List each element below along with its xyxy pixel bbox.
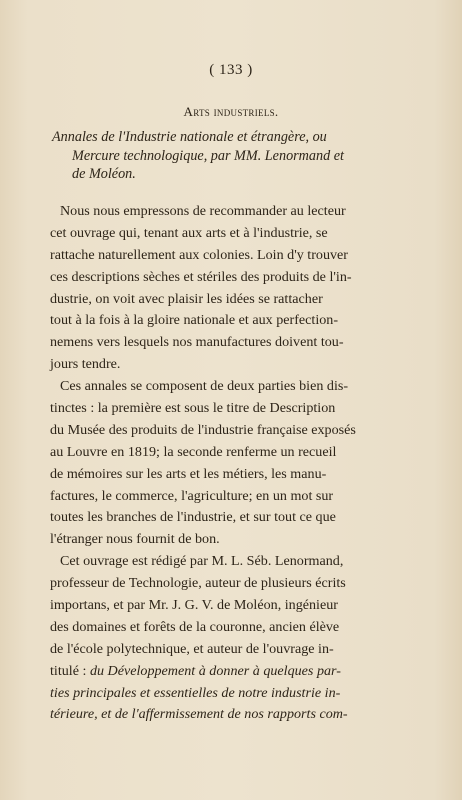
paragraph-1-line: dustrie, on voit avec plaisir les idées se rattacher: [50, 290, 323, 307]
paragraph-3-line: importans, et par Mr. J. G. V. de Moléon, ingénieur: [50, 597, 338, 614]
paragraph-1-line: Nous nous empressons de recommander au lecteur: [60, 203, 346, 219]
paragraph-1-line: rattache naturellement aux colonies. Loin d'y trouver: [50, 246, 349, 263]
paragraph-1-line: cet ouvrage qui, tenant aux arts et à l'industrie, se: [50, 224, 328, 241]
paragraph-2-line: l'étranger nous fournit de bon.: [50, 531, 220, 548]
paragraph-1-line: nemens vers lesquels nos manufactures doivent tou-: [50, 334, 344, 351]
body-text: [50, 201, 420, 726]
paragraph-2-line: toutes les branches de l'industrie, et sur tout ce que: [50, 509, 336, 526]
paragraph-2-line: factures, le commerce, l'agriculture; en un mot sur: [50, 487, 334, 504]
paragraph-3-lead: titulé :: [50, 662, 90, 679]
cited-work-title: térieure, et de l'affermissement de nos rapports com-: [50, 706, 348, 723]
book-title-line: Mercure technologique, par MM. Lenormand et: [72, 147, 345, 164]
cited-work-title: du Développement à donner à quelques par-: [89, 662, 341, 679]
paragraph-3-line: des domaines et forêts de la couronne, ancien élève: [50, 618, 340, 635]
paragraph-3-line: professeur de Technologie, auteur de plusieurs écrits: [50, 575, 346, 592]
paragraph-2-line: tinctes : la première est sous le titre de Description: [50, 400, 336, 417]
paragraph-3-line: de l'école polytechnique, et auteur de l'ouvrage in-: [50, 640, 334, 657]
paragraph-3-line: Cet ouvrage est rédigé par M. L. Séb. Lenormand,: [60, 553, 344, 570]
paragraph-2-line: de mémoires sur les arts et les métiers, les manu-: [50, 465, 327, 482]
paragraph-2-line: au Louvre en 1819; la seconde renferme un recueil: [50, 443, 337, 460]
paragraph-1-line: tout à la fois à la gloire nationale et aux perfection-: [50, 312, 339, 329]
paragraph-3-line: [50, 661, 420, 683]
paragraph-1-line: jours tendre.: [50, 356, 121, 373]
section-title: Arts industriels.: [183, 104, 279, 119]
book-title-line: de Moléon.: [72, 166, 136, 182]
book-title-line: Annales de l'Industrie nationale et étrangère, ou: [52, 129, 327, 145]
paragraph-1-line: ces descriptions sèches et stériles des produits de l'in-: [50, 268, 352, 285]
paragraph-2-line: du Musée des produits de l'industrie française exposés: [50, 421, 356, 438]
book-title-block: [52, 128, 422, 184]
cited-work-title: ties principales et essentielles de notre industrie in-: [50, 684, 341, 701]
page-number: ( 133 ): [209, 62, 253, 78]
paragraph-2-line: Ces annales se composent de deux parties bien dis-: [60, 378, 349, 395]
